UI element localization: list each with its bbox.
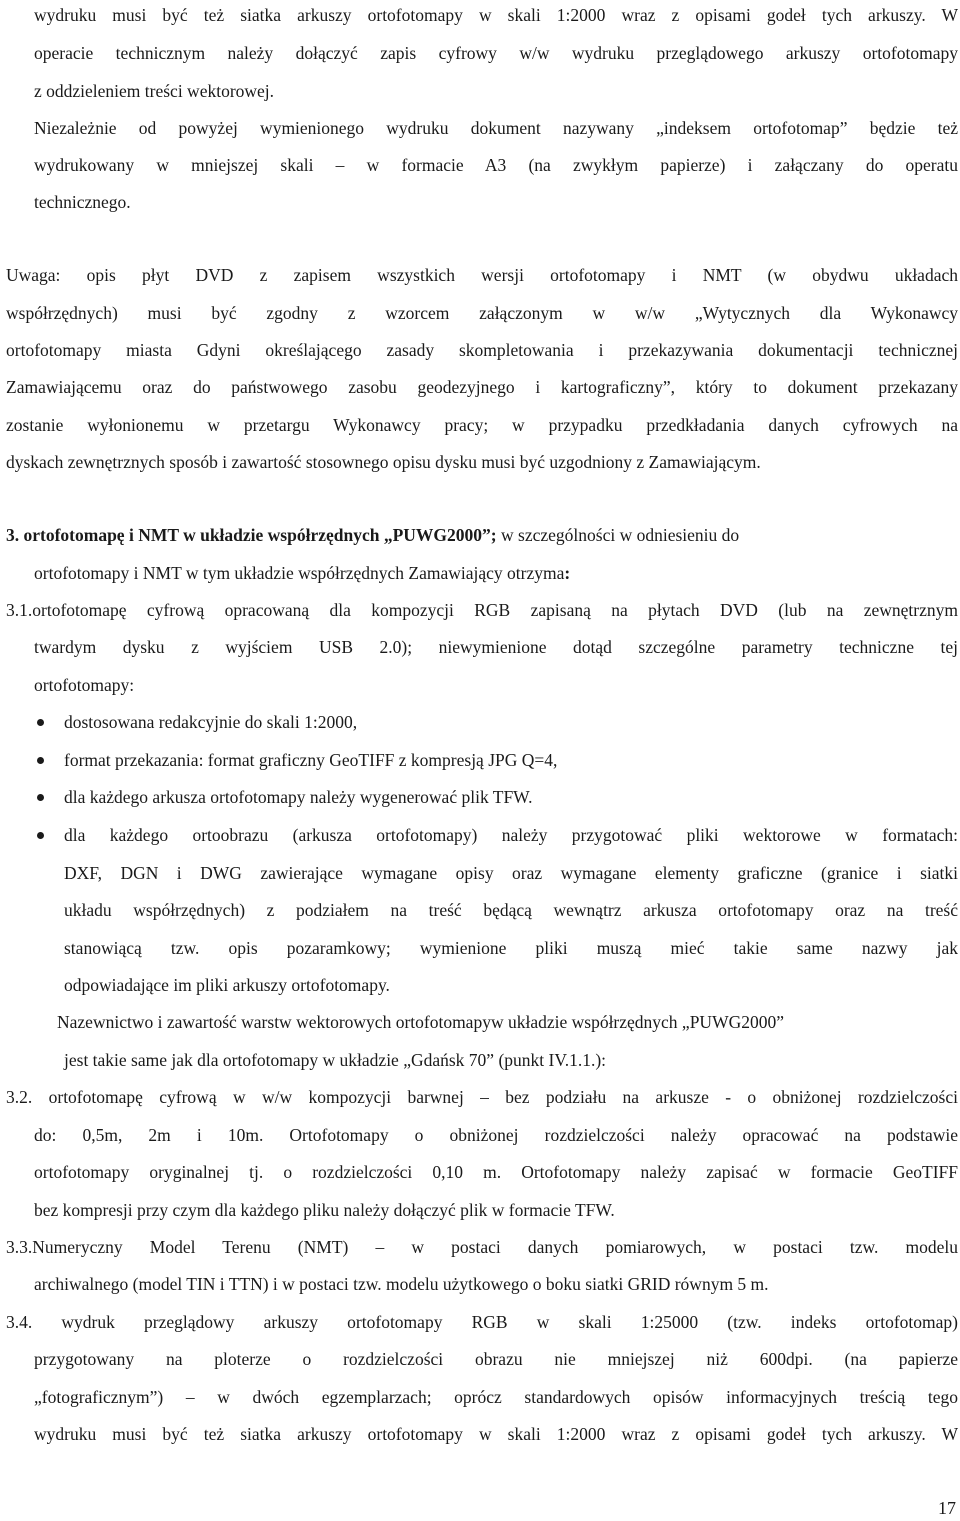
naming-line: Nazewnictwo i zawartość warstw wektorowych ortofotomapyw układzie współrzędnych „PUWG2000”: [57, 1012, 784, 1032]
section-3-subline-text: ortofotomapy i NMT w tym układzie współrzędnych Zamawiający otrzyma: [34, 563, 565, 583]
text-line: technicznego.: [34, 192, 131, 212]
section-3-heading-bold: 3. ortofotomapę i NMT w układzie współrzędnych „PUWG2000”;: [6, 525, 497, 545]
item-3-4-line: „fotograficznym”) – w dwóch egzemplarzach; oprócz standardowych opisów informacyjnych treścią tego: [34, 1387, 958, 1407]
item-3-3-line: archiwalnego (model TIN i TTN) i w postaci tzw. modelu użytkowego o boku siatki GRID równym 5 m.: [34, 1274, 769, 1294]
bullet-item-continuation: DXF, DGN i DWG zawierające wymagane opisy oraz wymagane elementy graficzne (granice i siatki: [64, 863, 958, 883]
item-3-4-line: wydruku musi być też siatka arkuszy ortofotomapy w skali 1:2000 wraz z opisami godeł tych arkuszy. W: [34, 1424, 958, 1444]
item-3-2-line: ortofotomapy oryginalnej tj. o rozdzielczości 0,10 m. Ortofotomapy należy zapisać w formacie GeoTIFF: [34, 1162, 958, 1182]
section-3-subline: [34, 562, 570, 584]
text-line: wydrukowany w mniejszej skali – w formacie A3 (na zwykłym papierze) i załączany do operatu: [34, 155, 958, 175]
section-3-subline-colon: :: [564, 563, 571, 583]
text-line: Niezależnie od powyżej wymienionego wydruku dokument nazywany „indeksem ortofotomap” będzie też: [34, 118, 958, 138]
bullet-item-continuation: odpowiadające im pliki arkuszy ortofotomapy.: [64, 975, 390, 995]
item-3-1-line: ortofotomapy:: [34, 675, 135, 695]
bullet-dot: [37, 719, 44, 726]
text-line: wydruku musi być też siatka arkuszy ortofotomapy w skali 1:2000 wraz z opisami godeł tych arkuszy. W: [34, 5, 958, 25]
item-3-2-line: 3.2. ortofotomapę cyfrową w w/w kompozycji barwnej – bez podziału na arkusze - o obniżonej rozdzielczości: [6, 1087, 958, 1107]
item-3-2-line: bez kompresji przy czym dla każdego pliku należy dołączyć plik w formacie TFW.: [34, 1200, 615, 1220]
text-line: Uwaga: opis płyt DVD z zapisem wszystkich wersji ortofotomapy i NMT (w obydwu układach: [6, 265, 958, 285]
bullet-item: dostosowana redakcyjnie do skali 1:2000,: [64, 712, 358, 732]
section-3-heading: [6, 524, 958, 546]
text-line: z oddzieleniem treści wektorowej.: [34, 81, 275, 101]
text-line: Zamawiającemu oraz do państwowego zasobu geodezyjnego i kartograficzny”, który to dokument przekazany: [6, 377, 958, 397]
bullet-dot: [37, 794, 44, 801]
item-3-1-line: 3.1.ortofotomapę cyfrową opracowaną dla kompozycji RGB zapisaną na płytach DVD (lub na zewnętrznym: [6, 600, 958, 620]
text-line: dyskach zewnętrznych sposób i zawartość stosownego opisu dysku musi być uzgodniony z Zamawiającym.: [6, 452, 761, 472]
page-number: 17: [938, 1498, 956, 1518]
text-line: zostanie wyłonionemu w przetargu Wykonawcy pracy; w przypadku przedkładania danych cyfrowych na: [6, 415, 958, 435]
item-3-4-line: przygotowany na ploterze o rozdzielczości obrazu nie mniejszej niż 600dpi. (na papierze: [34, 1349, 958, 1369]
text-line: ortofotomapy miasta Gdyni określającego zasady skompletowania i przekazywania dokumentacji technicznej: [6, 340, 958, 360]
item-3-4-line: 3.4. wydruk przeglądowy arkuszy ortofotomapy RGB w skali 1:25000 (tzw. indeks ortofotomap): [6, 1312, 958, 1332]
bullet-item: dla każdego arkusza ortofotomapy należy wygenerować plik TFW.: [64, 787, 533, 807]
bullet-item-continuation: układu współrzędnych) z podziałem na treść będącą wewnątrz arkusza ortofotomapy oraz na treść: [64, 900, 958, 920]
bullet-dot: [37, 757, 44, 764]
bullet-item: format przekazania: format graficzny GeoTIFF z kompresją JPG Q=4,: [64, 750, 558, 770]
bullet-item-continuation: stanowiącą tzw. opis pozaramkowy; wymienione pliki muszą mieć takie same nazwy jak: [64, 938, 958, 958]
section-3-heading-rest: w szczególności w odniesieniu do: [496, 525, 740, 545]
naming-line: jest takie same jak dla ortofotomapy w układzie „Gdańsk 70” (punkt IV.1.1.):: [64, 1050, 607, 1070]
text-line: operacie technicznym należy dołączyć zapis cyfrowy w/w wydruku przeglądowego arkuszy ortofotomapy: [34, 43, 958, 63]
bullet-item: dla każdego ortoobrazu (arkusza ortofotomapy) należy przygotować pliki wektorowe w formatach:: [64, 825, 958, 845]
item-3-3-line: 3.3.Numeryczny Model Terenu (NMT) – w postaci danych pomiarowych, w postaci tzw. modelu: [6, 1237, 958, 1257]
item-3-2-line: do: 0,5m, 2m i 10m. Ortofotomapy o obniżonej rozdzielczości należy opracować na podstawie: [34, 1125, 958, 1145]
bullet-dot: [37, 832, 44, 839]
text-line: współrzędnych) musi być zgodny z wzorcem załączonym w w/w „Wytycznych dla Wykonawcy: [6, 303, 958, 323]
item-3-1-line: twardym dysku z wyjściem USB 2.0); niewymienione dotąd szczególne parametry techniczne tej: [34, 637, 958, 657]
